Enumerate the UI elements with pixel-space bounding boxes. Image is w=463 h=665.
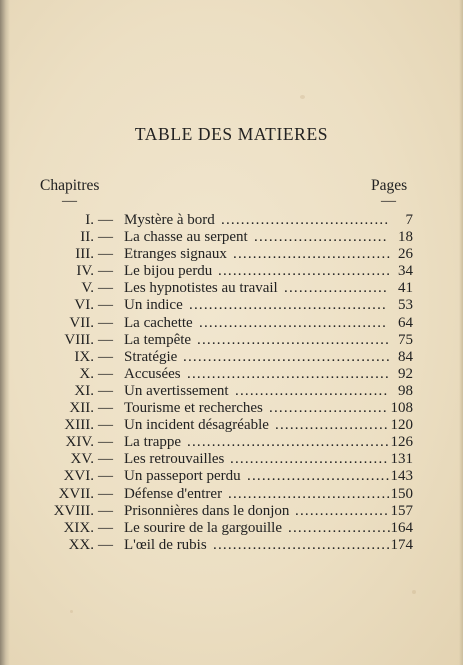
page-number: 98 bbox=[398, 382, 413, 399]
entry-separator: — bbox=[98, 280, 113, 297]
entry-separator: — bbox=[98, 348, 113, 365]
dot-leader: .......................................... bbox=[183, 348, 391, 365]
dot-leader: ................................... bbox=[218, 263, 392, 280]
page-number: 26 bbox=[398, 246, 413, 263]
toc-entry bbox=[0, 503, 463, 520]
page-number: 34 bbox=[398, 263, 413, 280]
entry-separator: — bbox=[98, 229, 113, 246]
dot-leader: ....................... bbox=[275, 417, 389, 434]
chapter-title: L'œil de rubis bbox=[124, 536, 207, 553]
toc-entry bbox=[0, 315, 463, 332]
entry-separator: — bbox=[98, 451, 113, 468]
chapter-title: Le bijou perdu bbox=[124, 263, 213, 280]
page-number: 18 bbox=[398, 229, 413, 246]
chapter-title: Etranges signaux bbox=[124, 246, 227, 263]
chapter-number: XV. bbox=[70, 451, 94, 468]
entry-separator: — bbox=[98, 400, 113, 417]
chapter-number: II. bbox=[80, 229, 94, 246]
page-number: 164 bbox=[390, 519, 413, 536]
toc-entry bbox=[0, 280, 463, 297]
chapter-title: Défense d'entrer bbox=[124, 485, 223, 502]
page-number: 143 bbox=[390, 468, 413, 485]
page-number: 64 bbox=[398, 314, 413, 331]
toc-entry bbox=[0, 468, 463, 485]
dot-leader: ............................. bbox=[247, 468, 391, 485]
chapter-title: La chasse au serpent bbox=[124, 229, 248, 246]
entry-separator: — bbox=[98, 331, 113, 348]
toc-entry bbox=[0, 246, 463, 263]
chapter-number: XVIII. bbox=[53, 502, 94, 519]
page-title: TABLE DES MATIERES bbox=[134, 124, 329, 144]
chapter-title: Tourisme et recherches bbox=[124, 400, 263, 417]
chapter-title: Un incident désagréable bbox=[124, 417, 269, 434]
paper-foxing-spot bbox=[70, 610, 73, 613]
chapter-number: IV. bbox=[76, 263, 94, 280]
entry-separator: — bbox=[98, 502, 113, 519]
dot-leader: ........................... bbox=[254, 229, 388, 246]
chapter-title: Un indice bbox=[124, 297, 183, 314]
entry-separator: — bbox=[98, 246, 113, 263]
chapter-title: Le sourire de la gargouille bbox=[124, 519, 282, 536]
dot-leader: ................... bbox=[295, 502, 390, 519]
page-number: 75 bbox=[398, 331, 413, 348]
entry-separator: — bbox=[98, 468, 113, 485]
chapter-title: Stratégie bbox=[124, 348, 178, 365]
chapter-title: Un avertissement bbox=[124, 382, 229, 399]
toc-entry bbox=[0, 520, 463, 537]
chapter-title: La tempête bbox=[124, 331, 192, 348]
page-number: 157 bbox=[390, 502, 413, 519]
chapter-number: XIII. bbox=[64, 417, 94, 434]
paper-foxing-spot bbox=[300, 95, 305, 99]
chapter-number: III. bbox=[75, 246, 94, 263]
toc-entry bbox=[0, 263, 463, 280]
toc-entry bbox=[0, 486, 463, 503]
chapter-number: IX. bbox=[74, 348, 94, 365]
chapter-number: XIX. bbox=[63, 519, 94, 536]
chapter-number: XII. bbox=[69, 400, 94, 417]
entry-separator: — bbox=[98, 297, 113, 314]
entry-separator: — bbox=[98, 263, 113, 280]
page-number: 174 bbox=[390, 536, 413, 553]
dot-leader: ......................................... bbox=[187, 365, 390, 382]
page-number: 53 bbox=[398, 297, 413, 314]
dot-leader: ..................... bbox=[284, 280, 388, 297]
page-number: 41 bbox=[398, 280, 413, 297]
page-number: 92 bbox=[398, 365, 413, 382]
entry-separator: — bbox=[98, 382, 113, 399]
chapter-number: I. bbox=[85, 212, 94, 228]
chapter-number: VIII. bbox=[64, 331, 94, 348]
entry-separator: — bbox=[98, 485, 113, 502]
page-number: 84 bbox=[398, 348, 413, 365]
chapter-title: Les hypnotistes au travail bbox=[124, 280, 278, 297]
entry-separator: — bbox=[98, 519, 113, 536]
chapter-title: Accusées bbox=[124, 365, 181, 382]
chapter-title: La trappe bbox=[124, 434, 182, 451]
chapter-title: Mystère à bord bbox=[124, 212, 215, 228]
pages-column-header: Pages bbox=[371, 177, 408, 194]
entry-separator: — bbox=[98, 212, 113, 228]
toc-entry bbox=[0, 297, 463, 314]
page-number: 126 bbox=[390, 434, 413, 451]
dot-leader: ......................................... bbox=[187, 434, 390, 451]
chapter-number: V. bbox=[81, 280, 94, 297]
entry-separator: — bbox=[98, 365, 113, 382]
dot-leader: ................................ bbox=[233, 246, 392, 263]
toc-entry bbox=[0, 417, 463, 434]
dot-leader: ................................ bbox=[230, 451, 389, 468]
page-number: 131 bbox=[390, 451, 413, 468]
chapter-title: Un passeport perdu bbox=[124, 468, 241, 485]
page-number: 150 bbox=[390, 485, 413, 502]
entry-separator: — bbox=[98, 434, 113, 451]
dot-leader: ................................. bbox=[228, 485, 392, 502]
entry-separator: — bbox=[98, 314, 113, 331]
dot-leader: ............................... bbox=[235, 382, 389, 399]
page-number: 7 bbox=[405, 212, 413, 228]
chapter-number: XI. bbox=[74, 382, 94, 399]
chapter-number: XVII. bbox=[58, 485, 94, 502]
toc-entry bbox=[0, 366, 463, 383]
toc-entry bbox=[0, 434, 463, 451]
chapter-number: XIV. bbox=[65, 434, 94, 451]
paper-foxing-spot bbox=[412, 590, 416, 594]
pages-header-dash: — bbox=[381, 193, 396, 209]
chapter-title: La cachette bbox=[124, 314, 193, 331]
toc-entry bbox=[0, 400, 463, 417]
chapter-number: X. bbox=[79, 365, 94, 382]
chapter-number: XX. bbox=[68, 536, 94, 553]
toc-entry bbox=[0, 332, 463, 349]
entry-separator: — bbox=[98, 417, 113, 434]
toc-entry bbox=[0, 212, 463, 229]
chapters-column-header: Chapitres bbox=[40, 177, 100, 194]
page-number: 120 bbox=[390, 417, 413, 434]
table-of-contents bbox=[0, 212, 463, 554]
chapter-number: VII. bbox=[69, 314, 94, 331]
dot-leader: ........................................ bbox=[189, 297, 387, 314]
chapters-header-dash: — bbox=[62, 193, 77, 209]
entry-separator: — bbox=[98, 536, 113, 553]
toc-entry bbox=[0, 349, 463, 366]
chapter-title: Prisonnières dans le donjon bbox=[124, 502, 290, 519]
toc-entry bbox=[0, 537, 463, 554]
dot-leader: ........................ bbox=[269, 400, 388, 417]
toc-entry bbox=[0, 229, 463, 246]
toc-entry bbox=[0, 451, 463, 468]
dot-leader: .................................. bbox=[221, 212, 390, 228]
chapter-title: Les retrouvailles bbox=[124, 451, 225, 468]
dot-leader: .................................... bbox=[213, 536, 392, 553]
chapter-number: XVI. bbox=[63, 468, 94, 485]
dot-leader: ..................... bbox=[288, 519, 392, 536]
chapter-number: VI. bbox=[74, 297, 94, 314]
page-number: 108 bbox=[390, 400, 413, 417]
dot-leader: ....................................... bbox=[197, 331, 391, 348]
dot-leader: ...................................... bbox=[199, 314, 388, 331]
toc-entry bbox=[0, 383, 463, 400]
